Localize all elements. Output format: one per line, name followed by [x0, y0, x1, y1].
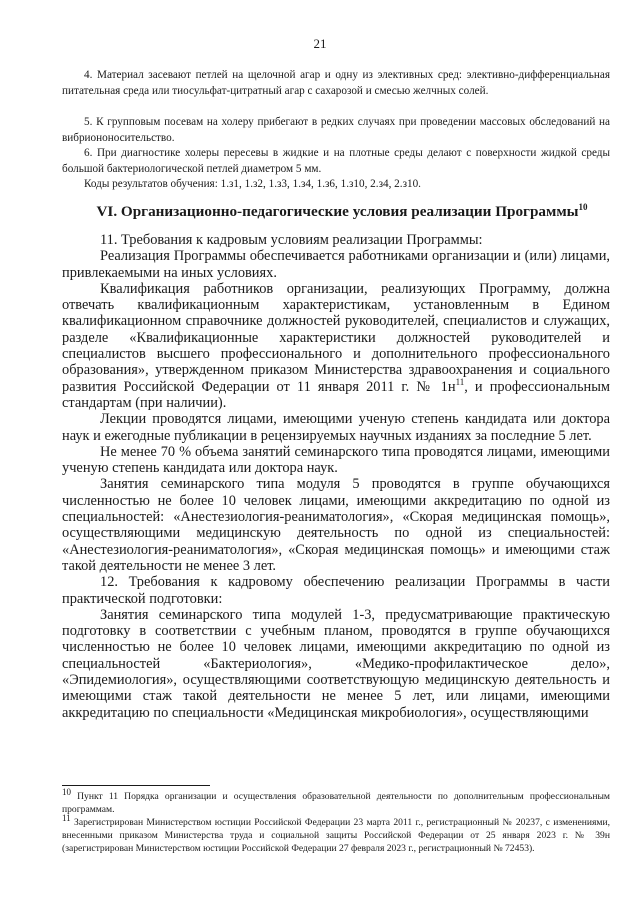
implementation-paragraph: Реализация Программы обеспечивается работниками организации и (или) лицами, привлекаемыми на иных условиях.	[62, 248, 610, 281]
footnote-mark: 11	[62, 812, 71, 823]
footnote-ref-10: 10	[578, 201, 588, 212]
footnote-text: Пункт 11 Порядка организации и осуществления образовательной деятельности по дополнительным профессиональным программам.	[62, 791, 610, 815]
section-heading	[62, 203, 622, 221]
footnotes	[62, 786, 610, 855]
item-6-block	[62, 146, 610, 177]
requirements-heading-11: 11. Требования к кадровым условиям реализации Программы:	[100, 232, 483, 248]
method-paragraph-6: 6. При диагностике холеры пересевы в жидкие и на плотные среды делают с поверхности жидкой среды большой бактериологической петлей диаметром 5 мм.	[62, 147, 610, 175]
section-heading-text: VI. Организационно-педагогические условия реализации Программы	[96, 203, 579, 220]
learning-codes-block	[62, 177, 610, 193]
item-4-paragraph	[62, 68, 610, 99]
method-paragraph-5: 5. К групповым посевам на холеру прибегают в редких случаях при проведении массовых обследований на вибриононосительство.	[62, 116, 610, 144]
lectures-paragraph: Лекции проводятся лицами, имеющими ученую степень кандидата или доктора наук и ежегодные публикации в рецензируемых научных изданиях за последние 5 лет.	[62, 411, 610, 444]
qualification-text: Квалификация работников организации, реализующих Программу, должна отвечать квалификационным характеристикам, установленным в Едином квалификационном справочнике должностей руководителей, специалистов и служащих, разделе «Квалификационные характеристики должностей руководителей и специалистов высшего профессионального и дополнительного профессионального образования», утвержденном приказом Министерства здравоохранения и социального развития Российской Федерации от 11 января 2011 г. № 1н	[62, 280, 610, 395]
main-body	[62, 232, 610, 721]
requirements-heading-12: 12. Требования к кадровому обеспечению реализации Программы в части практической подготовки:	[62, 574, 610, 607]
footnote-10	[62, 786, 610, 816]
module-5-paragraph: Занятия семинарского типа модуля 5 проводятся в группе обучающихся численностью не более 10 человек лицами, имеющими аккредитацию по одной из специальностей: «Анестезиология-реаниматология», «Скорая медицинская помощь», осуществляющими медицинскую деятельность по одной из специальностей: «Анестезиология-реаниматология», «Скорая медицинская помощь» и имеющими стаж такой деятельности не менее 3 лет.	[62, 476, 610, 574]
learning-codes: Коды результатов обучения: 1.з1, 1.з2, 1.з3, 1.з4, 1.з6, 1.з10, 2.з4, 2.з10.	[84, 178, 421, 190]
footnote-mark: 10	[62, 786, 71, 797]
footnote-11	[62, 812, 610, 855]
qualification-tail: , и профессиональным стандартам (при наличии).	[62, 378, 610, 411]
method-paragraph-4: 4. Материал засевают петлей на щелочной агар и одну из элективных сред: элективно-дифференциальная питательная среда или тиосульфат-цитратный агар с сахарозой и смесью желчных солей.	[62, 69, 610, 97]
footnote-divider	[62, 785, 210, 786]
footnote-ref-11: 11	[455, 376, 465, 387]
footnote-text: Зарегистрирован Министерством юстиции Российской Федерации 23 марта 2011 г., регистрационный № 20237, с изменениями, внесенными приказом Министерства труда и социальной защиты Российской Федерации от 25 января 2023 г. № 39н (зарегистрирован Министерством юстиции Российской Федерации 27 февраля 2023 г., регистрационный № 72453).	[62, 817, 610, 854]
item-5-block	[62, 115, 610, 146]
seminar-share-paragraph: Не менее 70 % объема занятий семинарского типа проводятся лицами, имеющими ученую степень кандидата или доктора наук.	[62, 443, 610, 477]
page-number: 21	[313, 36, 327, 51]
modules-1-3-paragraph: Занятия семинарского типа модулей 1-3, предусматривающие практическую подготовку в соответствии с учебным планом, проводятся в группе обучающихся численностью не более 10 человек лицами, имеющими аккредитацию по одной из специальностей «Бактериология», «Медико-профилактическое дело», «Эпидемиология», осуществляющими соответствующую медицинскую деятельность и имеющими стаж такой деятельности не менее 5 лет, или лицами, имеющими аккредитацию по специальности «Медицинская микробиология», осуществляющими	[62, 606, 610, 721]
qualification-paragraph	[62, 281, 610, 411]
